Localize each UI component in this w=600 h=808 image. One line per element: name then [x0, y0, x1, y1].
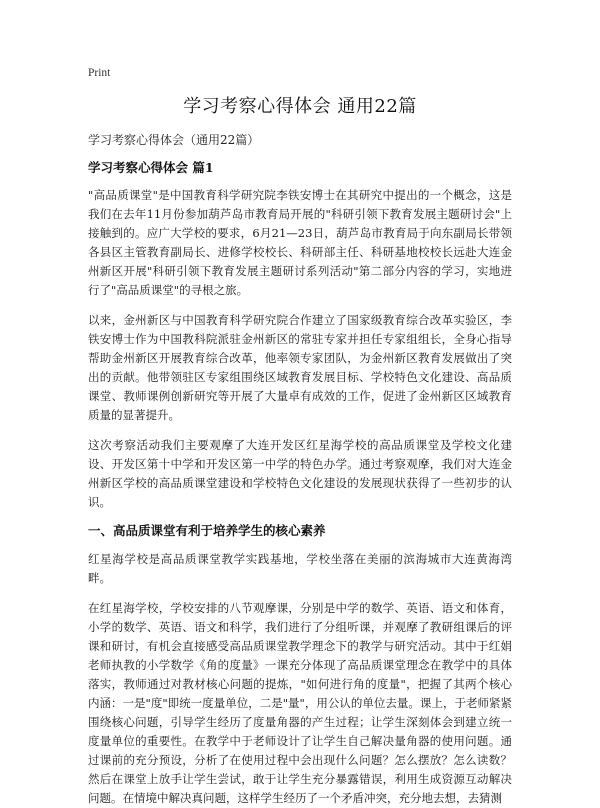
paragraph-5: 在红星海学校，学校安排的八节观摩课，分别是中学的数学、英语、语文和体育，小学的数学、英语、语文和科学，我们进行了分组听课，并观摩了教研组课后的评课和研讨，有机会直接感受高品质课堂教学理念下的教学与研究活动。其中于红娟老师执教的小学数学《角的度量》一课充分体现了高品质课堂理念在教学中的具体落实，教师通过对教材核心问题的提炼，"如何进行角的度量"，把握了其两个核心内涵：一是"度"即统一度量单位，二是"量"，用公认的单位去量。课上，于老师紧紧围绕核心问题，引导学生经历了度量角器的产生过程；让学生深刻体会到建立统一度量单位的重要性。在教学中于老师设计了让学生自己解决量角器的使用问题。通过课前的充分预设，分析了在使用过程中会出现什么问题？怎么摆放？怎么读数？然后在课堂上放手让学生尝试，敢于让学生充分暴露错误，利用生成资源互动解决问题。在情境中解决真问题，这样学生经历了一个矛盾冲突，充分地去想，去猜测 [88, 601, 512, 805]
paragraph-2: 以来，金州新区与中国教育科学研究院合作建立了国家级教育综合改革实验区，李铁安博士作为中国教科院派驻金州新区的常驻专家并担任专家组组长，全身心指导帮助金州新区开展教育综合改革，他率领专家团队，为金州新区教育发展做出了突出的贡献。他带领驻区专家组围绕区域教育发展目标、学校特色文化建设、高品质课堂、教师课例创新研究等开展了大量卓有成效的工作，促进了金州新区区域教育质量的显著提升。 [88, 313, 512, 422]
paragraph-3: 这次考察活动我们主要观摩了大连开发区红星海学校的高品质课堂及学校文化建设、开发区第十中学和开发区第一中学的特色办学。通过考察观摩，我们对大连金州新区学校的高品质课堂建设和学校特色文化建设的发展现状获得了一些初步的认识。 [88, 438, 512, 509]
document-subtitle: 学习考察心得体会（通用22篇） [88, 133, 260, 147]
paragraph-1: "高品质课堂"是中国教育科学研究院李铁安博士在其研究中提出的一个概念，这是我们在去年11月份参加葫芦岛市教育局开展的"科研引领下教育发展主题研讨会"上接触到的。应广大学校的要求，6月21—23日，葫芦岛市教育局于向东副局长带领各县区主管教育副局长、进修学校校长、科研部主任、科研基地校校长远赴大连金州新区开展"科研引领下教育发展主题研讨系列活动"第二部分内容的学习，实地进行了"高品质课堂"的寻根之旅。 [88, 188, 512, 297]
print-label: Print [88, 67, 111, 79]
section-heading: 学习考察心得体会 篇1 [88, 160, 214, 175]
document-title: 学习考察心得体会 通用22篇 [183, 96, 417, 117]
sub-heading: 一、高品质课堂有利于培养学生的核心素养 [88, 523, 326, 538]
paragraph-4: 红星海学校是高品质课堂教学实践基地，学校坐落在美丽的滨海城市大连黄海湾畔。 [88, 552, 512, 585]
